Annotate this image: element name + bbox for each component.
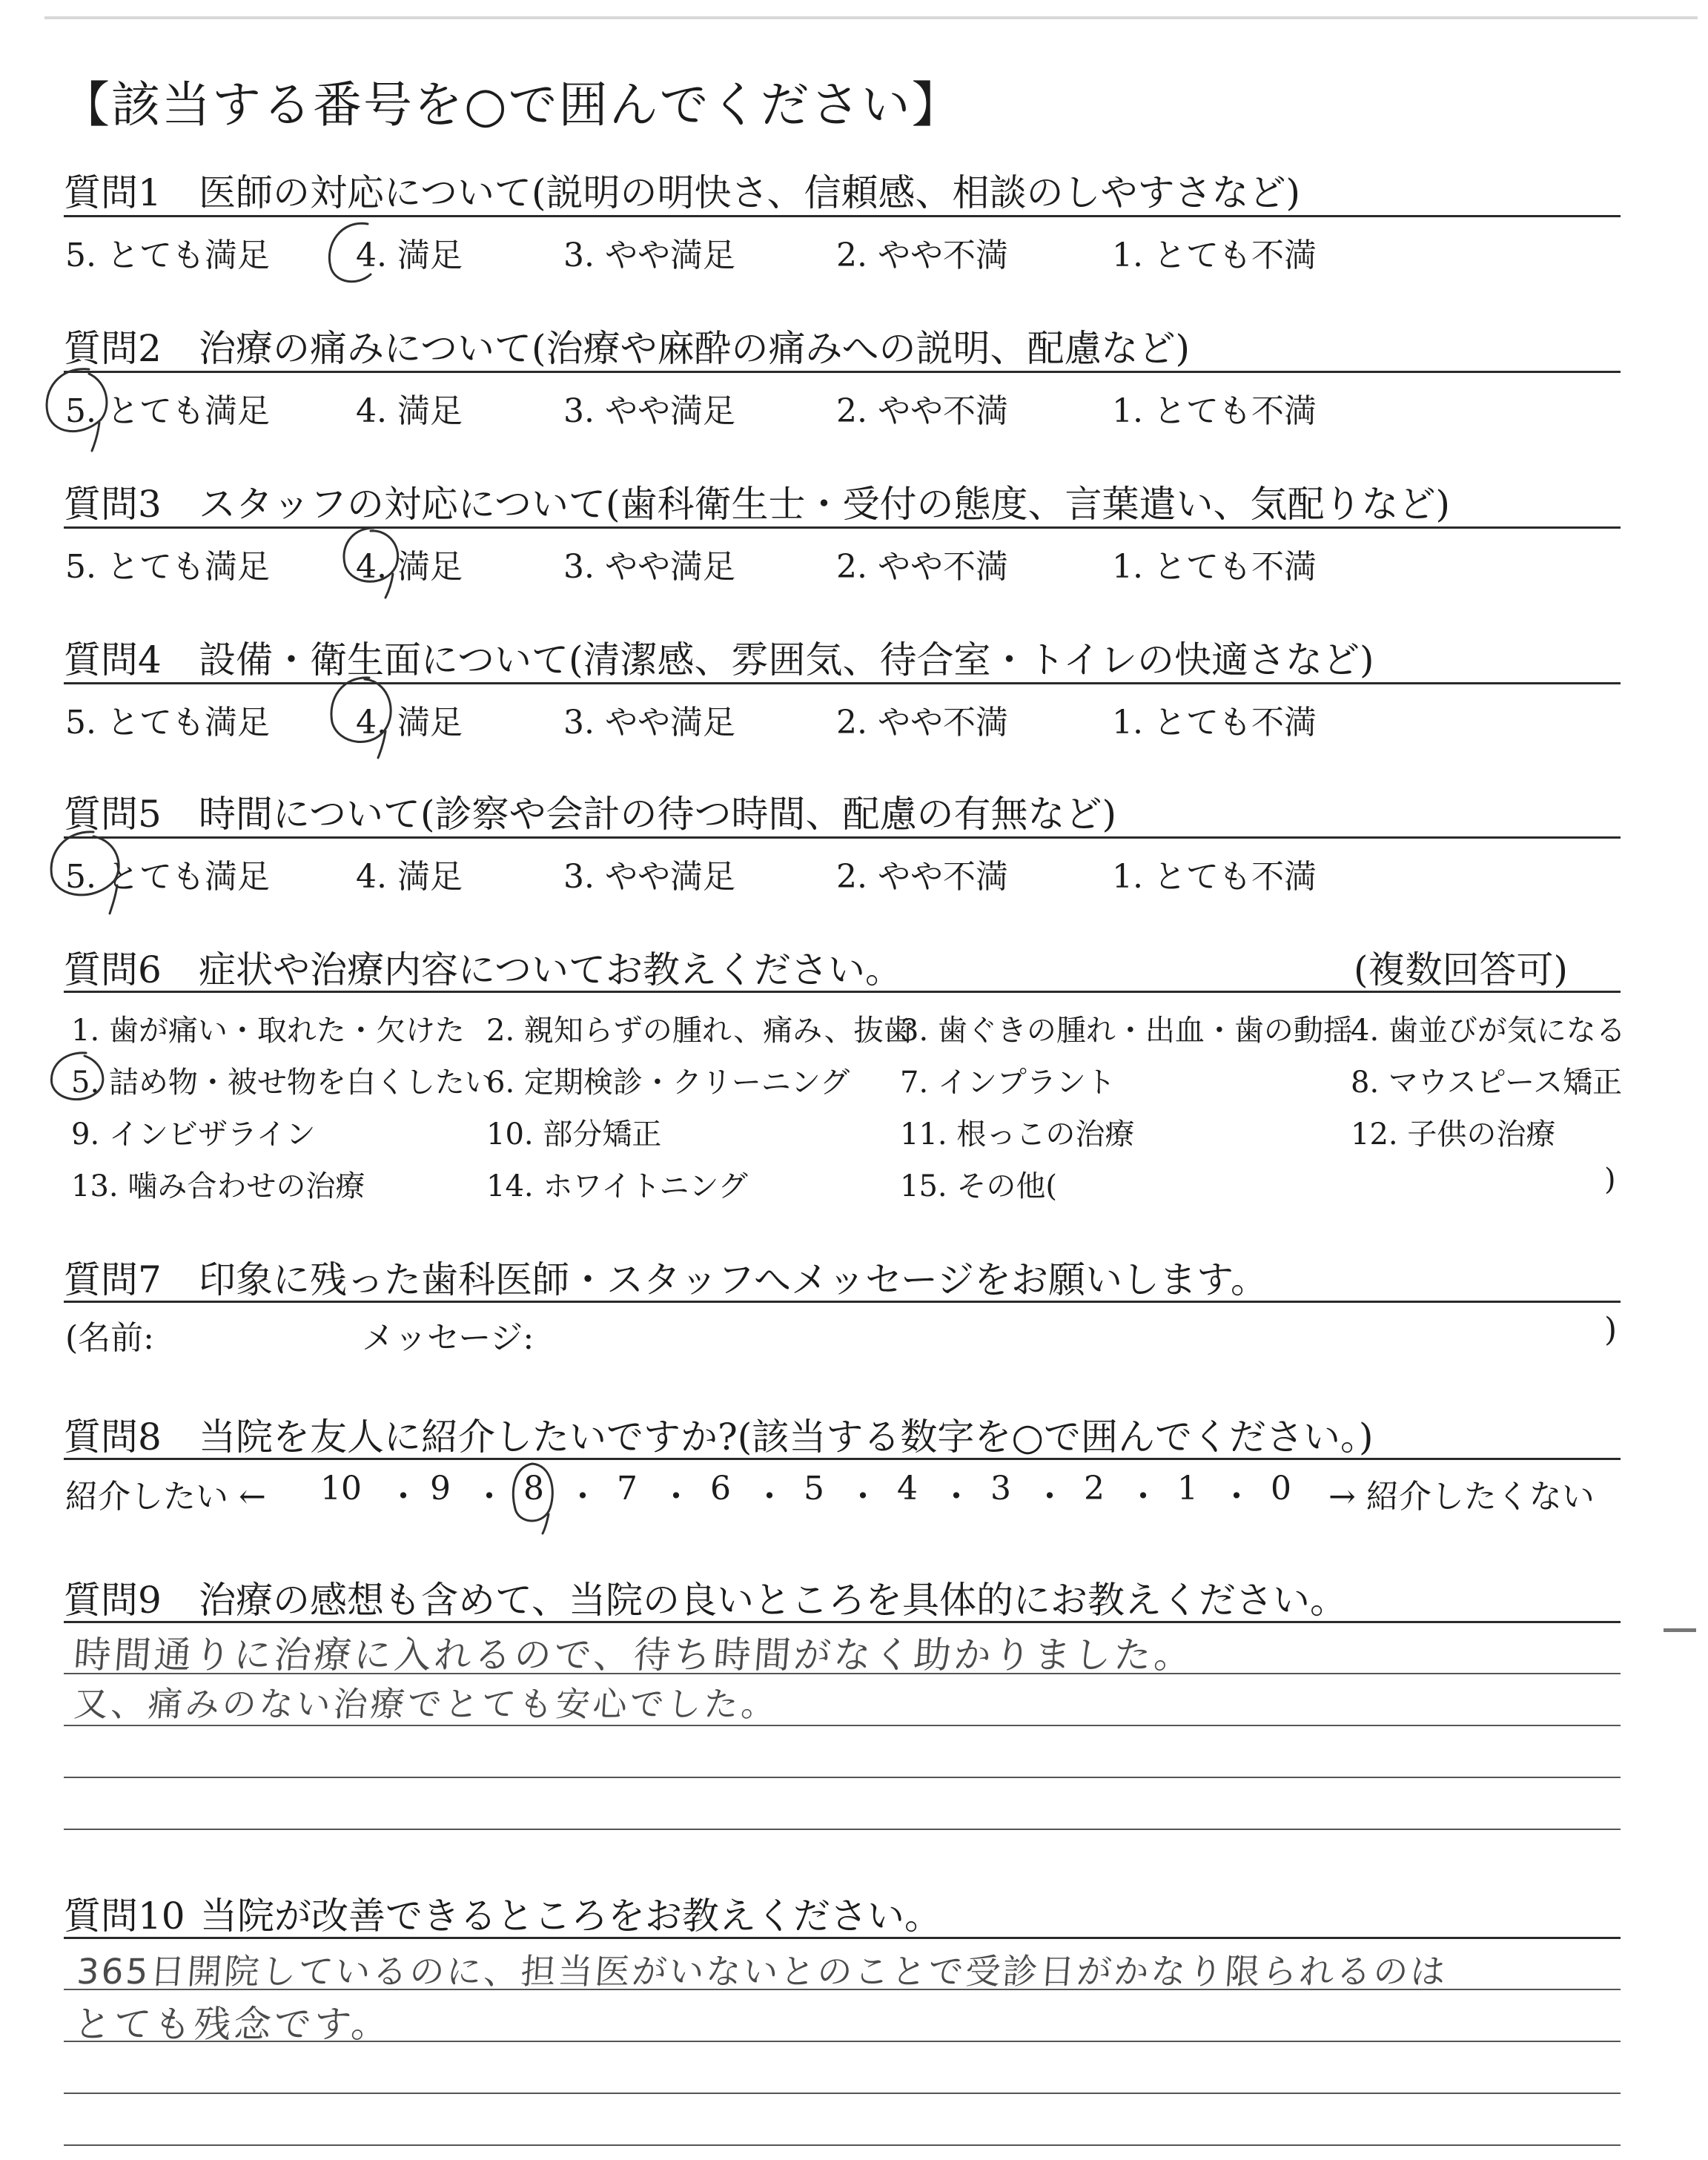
question-9-text: 治療の感想も含めて、当院の良いところを具体的にお教えください。 [199, 1579, 1347, 1622]
question-6-rule [64, 991, 1621, 993]
question-5-text: 時間について(診察や会計の待つ時間、配慮の有無など) [199, 793, 1117, 836]
q8-dot: ・ [1033, 1478, 1066, 1516]
question-3-rule [64, 526, 1621, 529]
q1-option-5[interactable]: 5. とても満足 [65, 237, 270, 274]
question-6-label: 質問6 [64, 948, 162, 991]
q8-dot: ・ [660, 1478, 692, 1516]
q2-option-2[interactable]: 2. やや不満 [836, 392, 1008, 430]
q1-option-3[interactable]: 3. やや満足 [563, 237, 735, 274]
q4-option-5[interactable]: 5. とても満足 [65, 704, 270, 742]
q8-dot: ・ [473, 1478, 506, 1516]
question-5-rule [64, 836, 1621, 839]
q8-score-8[interactable]: 8 [523, 1470, 544, 1507]
q6-item-2[interactable]: 2. 親知らずの腫れ、痛み、抜歯 [486, 1014, 913, 1048]
q6-item-6[interactable]: 6. 定期検診・クリーニング [486, 1066, 850, 1100]
question-4-label: 質問4 [64, 638, 162, 681]
q6-item-1[interactable]: 1. 歯が痛い・取れた・欠けた [71, 1014, 465, 1048]
question-2-text: 治療の痛みについて(治療や麻酔の痛みへの説明、配慮など) [199, 327, 1191, 370]
q6-item-10[interactable]: 10. 部分矯正 [486, 1117, 662, 1152]
q8-dot: ・ [387, 1478, 420, 1516]
q5-option-5[interactable]: 5. とても満足 [65, 858, 270, 896]
q8-score-7[interactable]: 7 [617, 1470, 638, 1507]
q6-item-9[interactable]: 9. インビザライン [71, 1117, 316, 1152]
question-1-text: 医師の対応について(説明の明快さ、信頼感、相談のしやすさなど) [199, 171, 1301, 214]
page-title: 【該当する番号を○で囲んでください】 [61, 76, 962, 133]
q4-option-1[interactable]: 1. とても不満 [1112, 704, 1317, 742]
question-4-rule [64, 682, 1621, 684]
question-10-text: 当院が改善できるところをお教えください。 [200, 1895, 941, 1938]
q6-item-7[interactable]: 7. インプラント [900, 1066, 1116, 1100]
q3-option-2[interactable]: 2. やや不満 [836, 548, 1008, 586]
question-9-label: 質問9 [64, 1579, 162, 1622]
q8-score-0[interactable]: 0 [1271, 1470, 1291, 1507]
q8-score-4[interactable]: 4 [897, 1470, 918, 1507]
q5-option-4[interactable]: 4. 満足 [356, 858, 463, 896]
q8-score-10[interactable]: 10 [320, 1470, 362, 1507]
q9-line-1 [64, 1621, 1621, 1623]
q8-right-label: → 紹介したくない [1328, 1478, 1595, 1516]
q6-item-5[interactable]: 5. 詰め物・被せ物を白くしたい [71, 1066, 494, 1100]
q8-selection-circle [503, 1456, 569, 1538]
q8-left-label: 紹介したい ← [65, 1478, 266, 1516]
q8-score-2[interactable]: 2 [1084, 1470, 1105, 1507]
q5-selection-circle [40, 823, 136, 919]
q10-line-5 [64, 2144, 1621, 2146]
q10-answer-line-1: 365日開院しているのに、担当医がいないとのことで受診日がかなり限られるのは [75, 1952, 1449, 1992]
q8-dot: ・ [753, 1478, 786, 1516]
question-1-rule [64, 215, 1621, 217]
q8-dot: ・ [1220, 1478, 1253, 1516]
q4-selection-circle [320, 667, 409, 764]
q6-selection-circle [42, 1046, 123, 1112]
question-7-rule [64, 1301, 1621, 1303]
q7-close-paren: ) [1604, 1311, 1618, 1349]
question-6-note: (複数回答可) [1354, 948, 1569, 991]
q4-option-2[interactable]: 2. やや不満 [836, 704, 1008, 742]
q4-option-4[interactable]: 4. 満足 [356, 704, 463, 742]
q8-dot: ・ [566, 1478, 599, 1516]
q8-score-9[interactable]: 9 [430, 1470, 451, 1507]
q8-dot: ・ [940, 1478, 973, 1516]
question-8-text: 当院を友人に紹介したいですか?(該当する数字を○で囲んでください。) [199, 1416, 1374, 1459]
q1-selection-circle [319, 215, 400, 289]
question-3-label: 質問3 [64, 483, 162, 526]
question-3-text: スタッフの対応について(歯科衛生士・受付の態度、言葉遣い、気配りなど) [199, 483, 1451, 526]
question-6-text: 症状や治療内容についてお教えください。 [199, 948, 902, 991]
q7-message-label: メッセージ: [362, 1319, 534, 1357]
q3-option-3[interactable]: 3. やや満足 [563, 548, 735, 586]
q6-item-12[interactable]: 12. 子供の治療 [1351, 1117, 1556, 1152]
q6-item-14[interactable]: 14. ホワイトニング [486, 1169, 748, 1203]
q8-score-3[interactable]: 3 [990, 1470, 1011, 1507]
q9-answer-line-2: 又、痛みのない治療でとても安心でした。 [72, 1684, 780, 1724]
q2-option-4[interactable]: 4. 満足 [356, 392, 463, 430]
q2-selection-circle [37, 360, 126, 457]
q3-option-5[interactable]: 5. とても満足 [65, 548, 270, 586]
q7-name-label: (名前: [65, 1319, 154, 1357]
q5-option-3[interactable]: 3. やや満足 [563, 858, 735, 896]
q9-line-5 [64, 1829, 1621, 1830]
q2-option-1[interactable]: 1. とても不満 [1112, 392, 1317, 430]
q3-option-1[interactable]: 1. とても不満 [1112, 548, 1317, 586]
q4-option-3[interactable]: 3. やや満足 [563, 704, 735, 742]
question-8-rule [64, 1458, 1621, 1460]
q6-item-13[interactable]: 13. 噛み合わせの治療 [71, 1169, 365, 1203]
question-7-label: 質問7 [64, 1258, 162, 1301]
q10-line-4 [64, 2093, 1621, 2094]
q8-score-1[interactable]: 1 [1177, 1470, 1198, 1507]
q1-option-2[interactable]: 2. やや不満 [836, 237, 1008, 274]
q1-option-4[interactable]: 4. 満足 [356, 237, 463, 274]
q6-item-15[interactable]: 15. その他( [900, 1169, 1057, 1203]
q6-item-3[interactable]: 3. 歯ぐきの腫れ・出血・歯の動揺 [900, 1014, 1353, 1048]
question-7-text: 印象に残った歯科医師・スタッフへメッセージをお願いします。 [199, 1258, 1268, 1301]
q8-score-5[interactable]: 5 [804, 1470, 824, 1507]
question-8-label: 質問8 [64, 1416, 162, 1459]
q2-option-3[interactable]: 3. やや満足 [563, 392, 735, 430]
q8-score-6[interactable]: 6 [710, 1470, 731, 1507]
q5-option-1[interactable]: 1. とても不満 [1112, 858, 1317, 896]
q2-option-5[interactable]: 5. とても満足 [65, 392, 270, 430]
q8-dot: ・ [1127, 1478, 1159, 1516]
question-5-label: 質問5 [64, 793, 162, 836]
q6-item-11[interactable]: 11. 根っこの治療 [900, 1117, 1135, 1152]
q8-dot: ・ [847, 1478, 879, 1516]
q6-item-4[interactable]: 4. 歯並びが気になる [1351, 1014, 1626, 1048]
q6-other-close-paren: ) [1604, 1163, 1616, 1197]
q9-line-4 [64, 1777, 1621, 1778]
question-2-rule [64, 371, 1621, 373]
q10-answer-line-2: とても残念です。 [72, 2003, 393, 2046]
q3-selection-circle [334, 521, 415, 602]
q3-option-4[interactable]: 4. 満足 [356, 548, 463, 586]
q6-item-8[interactable]: 8. マウスピース矯正 [1351, 1066, 1623, 1100]
question-1-label: 質問1 [64, 171, 162, 214]
top-border [44, 16, 1698, 19]
q5-option-2[interactable]: 2. やや不満 [836, 858, 1008, 896]
q10-line-1 [64, 1937, 1621, 1939]
question-10-label: 質問10 [64, 1895, 185, 1938]
question-4-text: 設備・衛生面について(清潔感、雰囲気、待合室・トイレの快適さなど) [199, 638, 1374, 681]
question-2-label: 質問2 [64, 327, 162, 370]
q9-answer-line-1: 時間通りに治療に入れるので、待ち時間がなく助かりました。 [72, 1634, 1196, 1677]
q1-option-1[interactable]: 1. とても不満 [1112, 237, 1317, 274]
scan-edge-mark [1664, 1628, 1696, 1632]
